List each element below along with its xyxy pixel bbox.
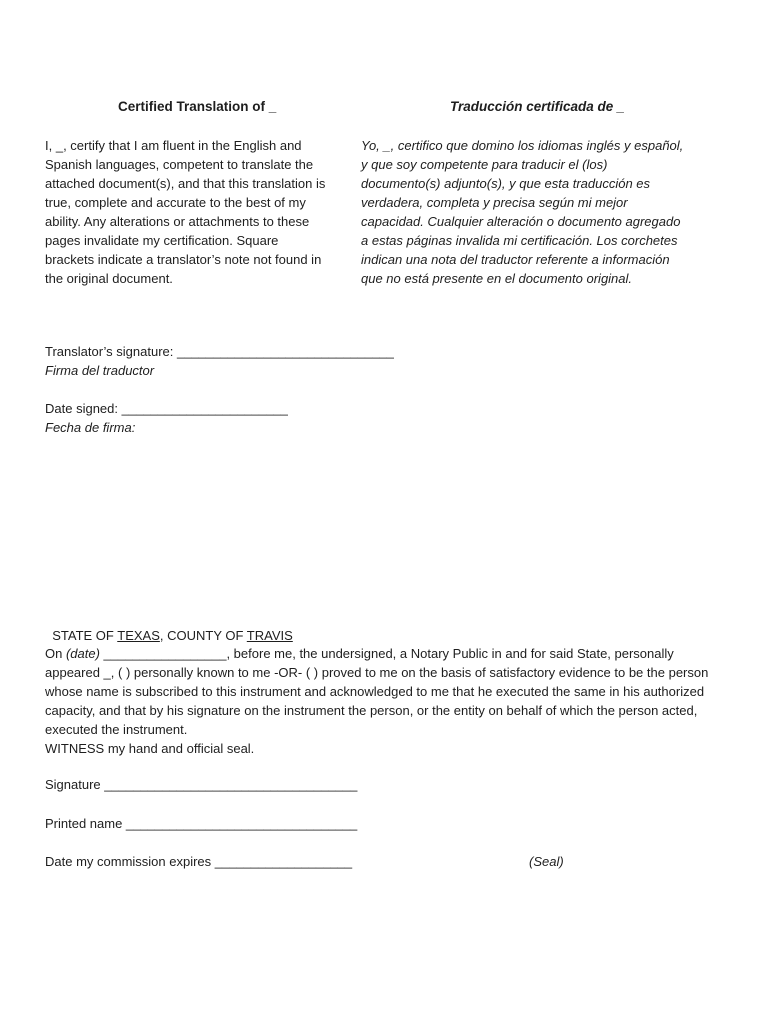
notary-signature-line: Signature ___________________________________ (45, 777, 358, 792)
on-label: On (45, 646, 66, 661)
seal-label: (Seal) (529, 854, 564, 869)
state-name: TEXAS (117, 628, 160, 643)
county-name: TRAVIS (246, 628, 293, 643)
notary-body-text: _________________, before me, the undersigned, a Notary Public in and for said State, personally appeared _, ( ) personally known to me -OR- ( ) proved to me on the basis of satisfactory evidence to be the person whose name is subscribed to this instrument and acknowledged to me that he executed the same in his authorized capacity, and that by his signature on the instrument the person, or the entity on behalf of which the person acted, executed the instrument. (45, 646, 709, 737)
certification-text-spanish: Yo, _, certifico que domino los idiomas inglés y español, y que soy competente para traducir el (los) documento(s) adjunto(s), y que esta traducción es verdadera, completa y precisa según mi mejor capacidad. Cualquier alteración o documento agregado a estas páginas invalida mi certificación. Los corchetes indican una nota del traductor referente a información que no está presente en el documento original. (361, 138, 684, 286)
translator-signature-line: Translator’s signature: ______________________________ (45, 344, 394, 359)
date-signed-line: Date signed: _______________________ (45, 401, 288, 416)
state-county-line (45, 607, 293, 645)
translator-signature-label-es: Firma del traductor (45, 363, 155, 378)
certification-text-english: I, _, certify that I am fluent in the English and Spanish languages, competent to translate the attached document(s), and that this translation is true, complete and accurate to the best of my ability. Any alterations or attachments to these pages invalidate my certification. Square brackets indicate a translator’s note not found in the original document. (45, 138, 326, 286)
title-spanish: Traducción certificada de _ (450, 99, 625, 114)
notary-acknowledgment (45, 644, 725, 758)
witness-line: WITNESS my hand and official seal. (45, 741, 255, 756)
printed-name-line: Printed name ________________________________ (45, 816, 358, 831)
commission-expires-line: Date my commission expires ___________________ (45, 854, 353, 869)
title-english: Certified Translation of _ (118, 99, 277, 114)
date-word: (date) (65, 646, 100, 661)
notary-body-paragraph (45, 644, 725, 739)
state-prefix: STATE OF (52, 628, 118, 643)
date-signed-label-es: Fecha de firma: (45, 420, 136, 435)
county-prefix: , COUNTY OF (159, 628, 247, 643)
